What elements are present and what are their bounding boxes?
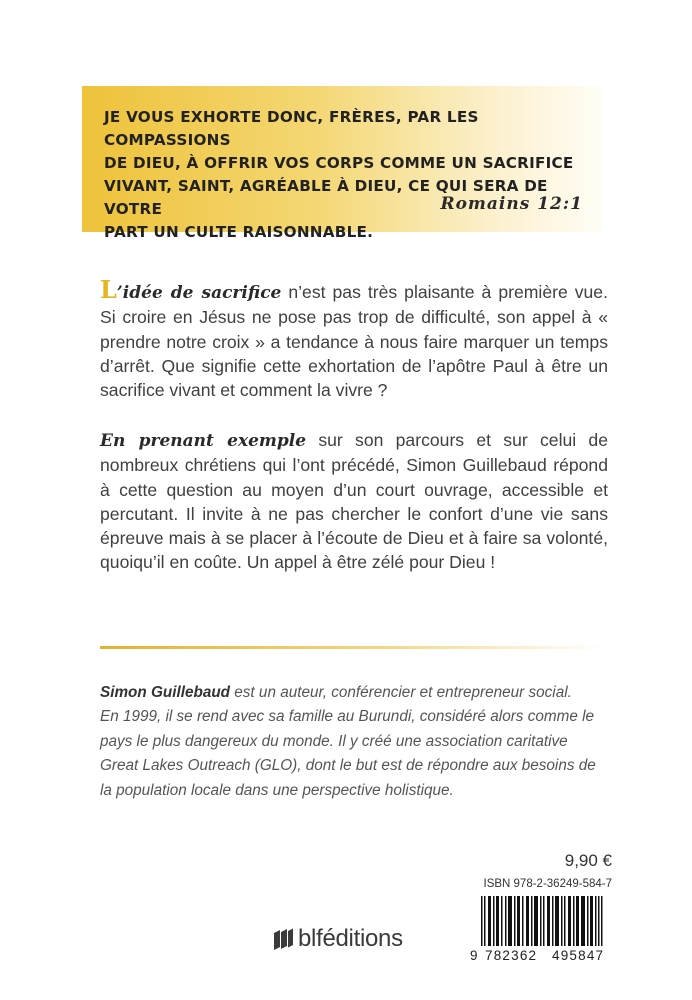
quote-box [82,86,603,241]
section-divider [100,646,608,649]
price: 9,90 € [564,851,612,870]
book-stack-icon [272,927,294,951]
isbn: ISBN 978-2-36249-584-7 [483,878,612,890]
author-bio [100,681,600,803]
description-paragraph-1 [100,275,608,402]
author-name: Simon Guillebaud [100,684,231,701]
barcode-first-digit: 9 [470,948,478,963]
paragraph-2-text: sur son parcours et sur celui de nombreux chrétiens qui l’ont précédé, Simon Guillebaud répond à cette question au moyen d’un court ouvrage, accessible et percutant. Il invite à ne pas chercher le confort d’une vie sans épreuve mais à se placer à l’écoute de Dieu et à faire sa volonté, quoiqu’il en coûte. Un appel à être zélé pour Dieu ! [100,430,608,573]
barcode-left-group: 782362 [485,948,538,963]
paragraph-1-lead [100,275,282,304]
publisher-name: blféditions [298,925,403,952]
quote-text: JE VOUS EXHORTE DONC, FRÈRES, PAR LES COMPASSIONS DE DIEU, À OFFRIR VOS CORPS COMME UN SACRIFICE VIVANT, SAINT, AGRÉABLE À DIEU, CE QUI SERA DE VOTRE PART UN CULTE RAISONNABLE. [104,108,574,241]
quote-reference: Romains 12:1 [440,194,583,214]
description-paragraph-2 [100,428,608,575]
barcode-digits [470,946,612,968]
paragraph-1-text: n’est pas très plaisante à première vue. Si croire en Jésus ne pose pas trop de difficulté, son appel à « prendre notre croix » a tendance à nous faire marquer un temps d’arrêt. Que signifie cette exhortation de l’apôtre Paul à être un sacrifice vivant et comment la vivre ? [100,282,608,401]
paragraph-2-lead: En prenant exemple [100,431,307,451]
paragraph-1-lead-rest: ’idée de sacrifice [116,283,282,303]
paragraph-1-lead-initial: L [100,275,117,304]
publisher-logo [272,925,403,953]
author-bio-text: est un auteur, conférencier et entrepreneur social. En 1999, il se rend avec sa famille au Burundi, considéré alors comme le pays le plus dangereux du monde. Il y créé une association caritative Great Lakes Outreach (GLO), dont le but est de répondre aux besoins de la population locale dans une perspective holistique. [100,684,596,799]
barcode-right-group: 495847 [552,948,605,963]
